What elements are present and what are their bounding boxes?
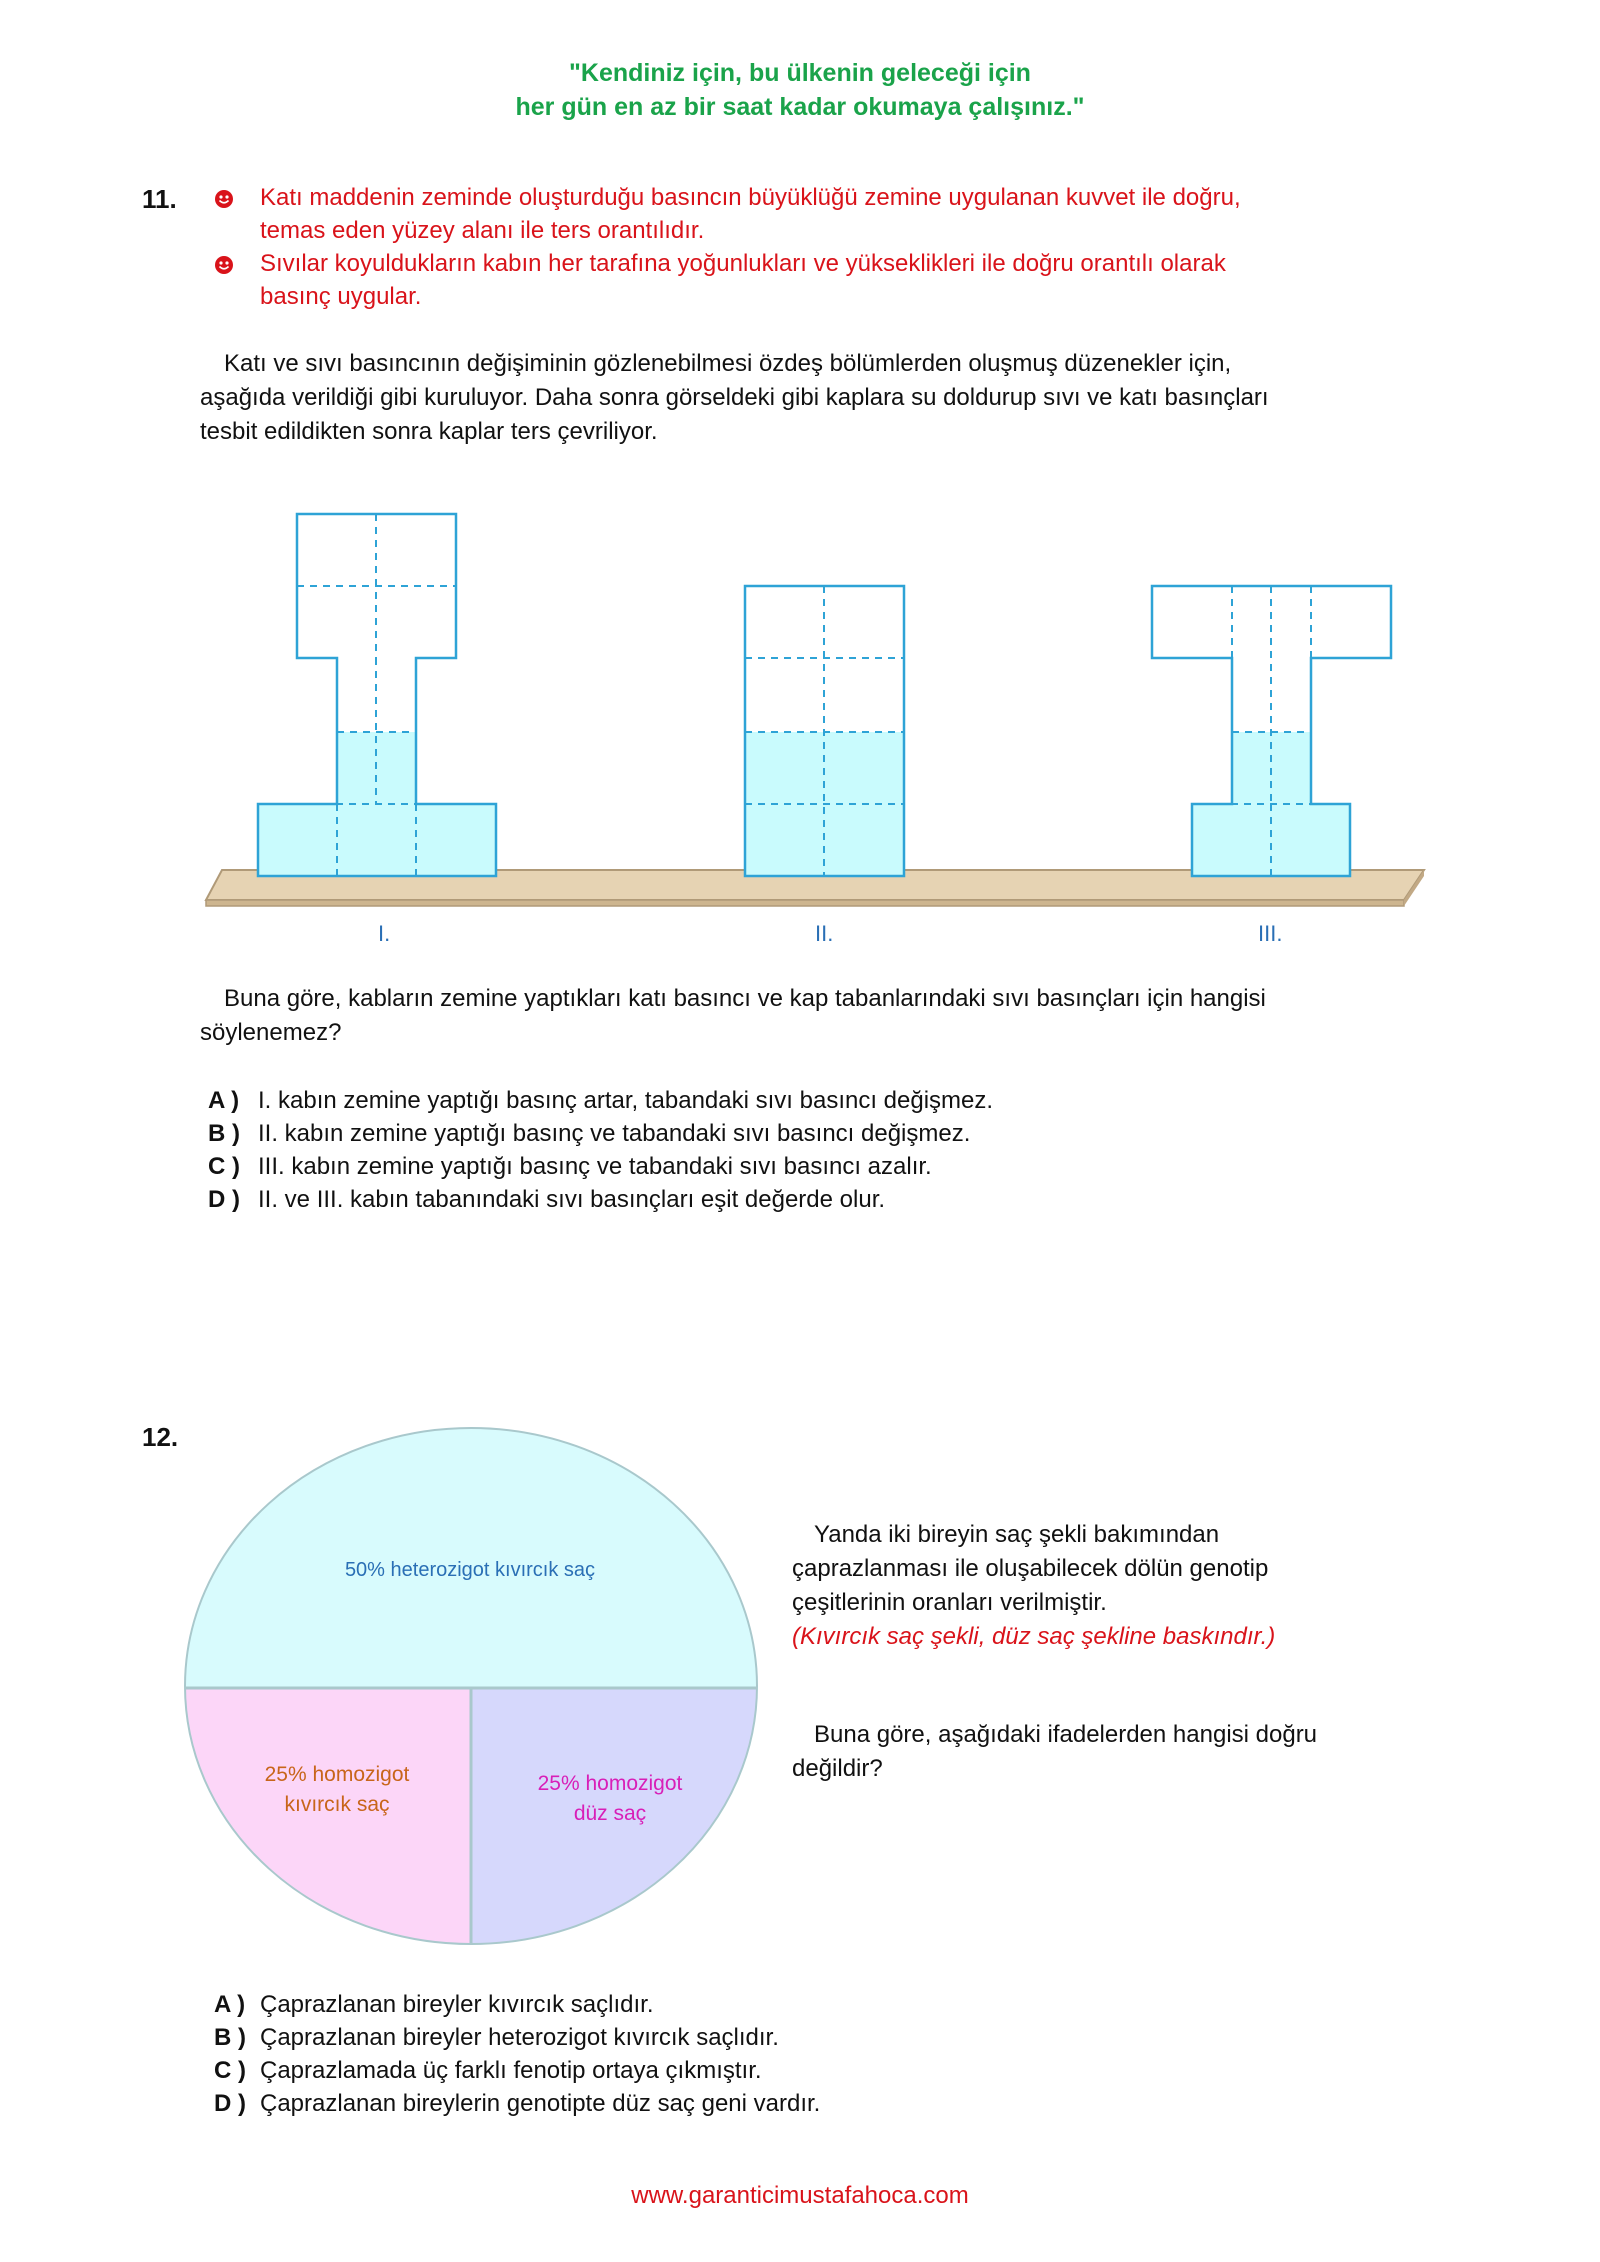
q11-bullet-2: [214, 247, 1514, 313]
q11-option-d[interactable]: [208, 1183, 993, 1216]
figure-label-3: III.: [1258, 921, 1283, 946]
pie-label-right-line-1: 25% homozigot: [537, 1772, 683, 1795]
q12-note: (Kıvırcık saç şekli, düz saç şekline baskındır.): [792, 1623, 1276, 1650]
pie-slice-top: [170, 1420, 770, 1688]
q12-question-line-2: değildir?: [792, 1755, 883, 1782]
option-letter: B ): [208, 1120, 240, 1147]
smiley-bullet-icon: [214, 255, 234, 275]
q11-bullet-1: [214, 181, 1514, 247]
question-11-number: 11.: [142, 184, 177, 214]
container-3: [1152, 586, 1391, 876]
q12-option-d[interactable]: [214, 2087, 820, 2120]
option-text: I. kabın zemine yaptığı basınç artar, tabandaki sıvı basıncı değişmez.: [258, 1087, 994, 1114]
q11-option-b[interactable]: [208, 1117, 993, 1150]
q11-intro-line-2: aşağıda verildiği gibi kuruluyor. Daha sonra görseldeki gibi kaplara su doldurup sıvı ve katı basınçları: [200, 384, 1269, 411]
q11-option-a[interactable]: [208, 1084, 993, 1117]
figure-label-1: I.: [378, 921, 391, 946]
q12-question: [792, 1718, 1412, 1786]
q12-option-a[interactable]: [214, 1988, 820, 2021]
option-letter: C ): [214, 2057, 246, 2084]
pie-label-top: 50% heterozigot kıvırcık saç: [344, 1559, 596, 1581]
motto-line-2: her gün en az bir saat kadar okumaya çalışınız.": [515, 93, 1085, 121]
footer-website-link[interactable]: www.garanticimustafahoca.com: [631, 2182, 969, 2209]
genotype-pie-chart: [170, 1420, 770, 1960]
smiley-bullet-icon: [214, 189, 234, 209]
q12-option-c[interactable]: [214, 2054, 820, 2087]
q12-description: [792, 1518, 1412, 1654]
q11-bullet-1-line-1: Katı maddenin zeminde oluşturduğu basıncın büyüklüğü zemine uygulanan kuvvet ile doğru,: [260, 184, 1241, 211]
container-1: [258, 514, 496, 876]
q12-option-b[interactable]: [214, 2021, 820, 2054]
q12-description-line-2: çaprazlanması ile oluşabilecek dölün genotip: [792, 1555, 1269, 1582]
pie-label-left: [222, 1760, 452, 1820]
q12-options: [214, 1988, 820, 2120]
q11-bullet-1-line-2: temas eden yüzey alanı ile ters orantılıdır.: [260, 217, 705, 244]
q11-intro-line-3: tesbit edildikten sonra kaplar ters çevriliyor.: [200, 418, 658, 445]
motto: [0, 56, 1600, 124]
q12-description-line-1: Yanda iki bireyin saç şekli bakımından: [814, 1521, 1220, 1548]
q11-intro-line-1: Katı ve sıvı basıncının değişiminin gözlenebilmesi özdeş bölümlerden oluşmuş düzenekler için,: [224, 350, 1232, 377]
option-letter: D ): [208, 1186, 240, 1213]
option-letter: C ): [208, 1153, 240, 1180]
q12-description-line-3: çeşitlerinin oranları verilmiştir.: [792, 1589, 1107, 1616]
q11-question-line-2: söylenemez?: [200, 1019, 342, 1046]
q11-bullet-2-line-2: basınç uygular.: [260, 283, 422, 310]
option-letter: D ): [214, 2090, 246, 2117]
option-letter: A ): [208, 1087, 240, 1114]
q11-option-c[interactable]: [208, 1150, 993, 1183]
pie-slice-left: [170, 1688, 471, 1960]
q11-question-line-1: Buna göre, kabların zemine yaptıkları katı basıncı ve kap tabanlarındaki sıvı basınçları için hangisi: [224, 985, 1266, 1012]
pie-label-left-line-1: 25% homozigot: [264, 1763, 410, 1786]
option-text: Çaprazlamada üç farklı fenotip ortaya çıkmıştır.: [260, 2057, 762, 2084]
option-text: II. ve III. kabın tabanındaki sıvı basınçları eşit değerde olur.: [258, 1186, 886, 1213]
motto-line-1: "Kendiniz için, bu ülkenin geleceği için: [569, 59, 1031, 87]
q12-question-line-1: Buna göre, aşağıdaki ifadelerden hangisi doğru: [814, 1721, 1318, 1748]
option-letter: A ): [214, 1991, 246, 2018]
option-text: Çaprazlanan bireylerin genotipte düz saç geni vardır.: [260, 2090, 821, 2117]
q11-question: [200, 982, 1520, 1050]
option-text: III. kabın zemine yaptığı basınç ve tabandaki sıvı basıncı azalır.: [258, 1153, 932, 1180]
q11-bullet-2-line-1: Sıvılar koyuldukların kabın her tarafına yoğunlukları ve yükseklikleri ile doğru orantılı olarak: [260, 250, 1226, 277]
pie-label-left-line-2: kıvırcık saç: [284, 1793, 390, 1816]
option-text: II. kabın zemine yaptığı basınç ve tabandaki sıvı basıncı değişmez.: [258, 1120, 971, 1147]
figure-label-2: II.: [815, 921, 834, 946]
pie-label-right-line-2: düz saç: [573, 1802, 647, 1825]
container-2: [745, 586, 904, 876]
option-letter: B ): [214, 2024, 246, 2051]
pie-label-right: [500, 1769, 720, 1829]
containers-figure: [0, 490, 1600, 960]
option-text: Çaprazlanan bireyler kıvırcık saçlıdır.: [260, 1991, 654, 2018]
q11-intro: [200, 347, 1520, 449]
option-text: Çaprazlanan bireyler heterozigot kıvırcık saçlıdır.: [260, 2024, 779, 2051]
q11-options: [208, 1084, 993, 1216]
question-12-number: 12.: [142, 1422, 179, 1452]
